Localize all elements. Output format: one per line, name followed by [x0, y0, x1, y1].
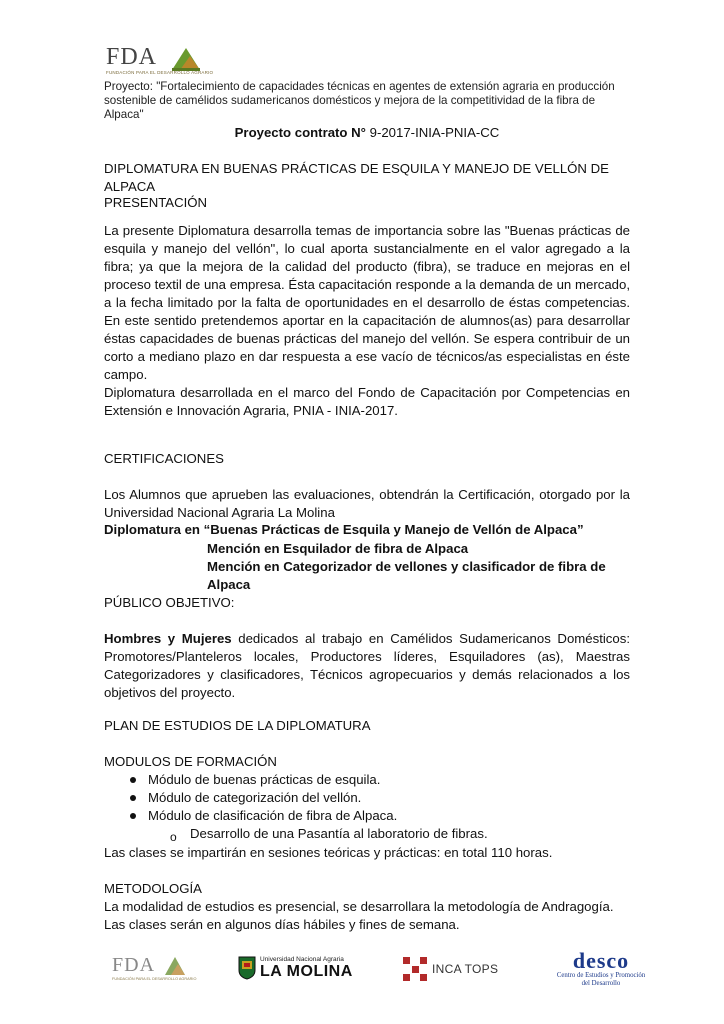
publico-bold-lead: Hombres y Mujeres [104, 631, 232, 646]
footer-fda-logo [112, 954, 197, 986]
contract-label: Proyecto contrato N° [234, 125, 366, 140]
document-title: DIPLOMATURA EN BUENAS PRÁCTICAS DE ESQUILA Y MANEJO DE VELLÓN DE ALPACA [104, 161, 609, 194]
list-item-text: Módulo de buenas prácticas de esquila. [148, 772, 381, 787]
metodologia-heading: METODOLOGÍA [104, 881, 202, 896]
fda-leaf-icon [170, 46, 202, 72]
desco-subtitle-1: Centro de Estudios y Promoción [556, 972, 646, 979]
bullet-icon [130, 795, 136, 801]
publico-heading: PÚBLICO OBJETIVO: [104, 595, 235, 610]
molina-shield-icon [238, 956, 256, 980]
list-item-text: Módulo de categorización del vellón. [148, 790, 362, 805]
list-item [104, 807, 630, 825]
project-header-text: Proyecto: "Fortalecimiento de capacidades técnicas en agentes de extensión agraria en producción sostenible de camélidos sudamericanos domésticos y mejora de la competitividad de la fibra de Alpaca" [104, 80, 615, 121]
presentacion-heading: PRESENTACIÓN [104, 195, 208, 210]
footer-fda-tagline: FUNDACIÓN PARA EL DESARROLLO AGRARIO [112, 977, 197, 981]
list-item-text: Módulo de clasificación de fibra de Alpaca. [148, 808, 398, 823]
clases-text: Las clases se impartirán en sesiones teóricas y prácticas: en total 110 horas. [104, 845, 553, 860]
circle-bullet-icon: o [170, 830, 177, 844]
contract-line [104, 124, 630, 142]
publico-paragraph [104, 630, 630, 702]
footer-inca-tops-logo [402, 954, 512, 984]
footer-desco-logo [556, 950, 646, 990]
bullet-icon [130, 813, 136, 819]
metodologia-line-1: La modalidad de estudios es presencial, se desarrollara la metodología de Andragogía. [104, 899, 614, 914]
presentacion-paragraph-1: La presente Diplomatura desarrolla temas de importancia sobre las "Buenas prácticas de esquila y manejo del vellón", lo cual aporta sustancialmente en el valor agregado a la fibra; ya que la mejora de la calidad del producto (fibra), se traduce en mejoras en el proceso textil de una empresa. Ésta capacitación responde a la demanda de un mercado, a la fecha limitado por la falta de oportunidades en el desarrollo de éstas competencias. En este sentido pretendemos aportar en la capacitación de alumnos(as) para desarrollar éstas capacidades de buenas prácticas del manejo del vellón. Se espera contribuir de un corto a mediano plazo en dar respuesta a ese vacío de técnicos/as especialistas en éste campo. [104, 223, 630, 382]
certificacion-diploma: Diplomatura en “Buenas Prácticas de Esquila y Manejo de Vellón de Alpaca” [104, 522, 584, 537]
desco-name: desco [572, 948, 630, 973]
plan-heading: PLAN DE ESTUDIOS DE LA DIPLOMATURA [104, 718, 371, 733]
modulos-heading: MODULOS DE FORMACIÓN [104, 754, 277, 769]
fda-logo-tagline: FUNDACIÓN PARA EL DESARROLLO AGRARIO [106, 70, 214, 75]
sub-list-item [104, 825, 630, 843]
metodologia-line-2: Las clases serán en algunos días hábiles y fines de semana. [104, 917, 460, 932]
certificacion-mencion-1: Mención en Esquilador de fibra de Alpaca [207, 541, 469, 556]
molina-small-text: Universidad Nacional Agraria [260, 956, 344, 963]
presentacion-paragraph-2: Diplomatura desarrollada en el marco del Fondo de Capacitación por Competencias en Extensión e Innovación Agraria, PNIA - INIA-2017. [104, 385, 630, 418]
modulos-list [104, 771, 630, 843]
certificaciones-heading: CERTIFICACIONES [104, 451, 224, 466]
inca-tops-text: INCA TOPS [432, 962, 499, 976]
certificacion-mencion-2: Mención en Categorizador de vellones y clasificador de fibra de Alpaca [207, 559, 606, 592]
footer-fda-text: FDA [112, 954, 156, 976]
certificaciones-paragraph: Los Alumnos que aprueben las evaluaciones, obtendrán la Certificación, otorgado por la Universidad Nacional Agraria La Molina [104, 487, 630, 520]
footer-logos [0, 950, 724, 990]
desco-subtitle-2: del Desarrollo [581, 980, 621, 987]
bullet-icon [130, 777, 136, 783]
molina-name [260, 956, 380, 981]
fda-logo [106, 44, 214, 80]
sub-list-item-text: Desarrollo de una Pasantía al laboratorio de fibras. [190, 826, 488, 841]
inca-tops-diamond-icon [402, 956, 428, 982]
fda-logo-text: FDA [106, 44, 158, 70]
molina-big-text: LA MOLINA [260, 963, 353, 980]
footer-molina-logo [238, 956, 360, 986]
list-item [104, 771, 630, 789]
contract-number: 9-2017-INIA-PNIA-CC [365, 125, 500, 140]
list-item [104, 789, 630, 807]
footer-fda-leaf-icon [164, 956, 186, 976]
publico-text: dedicados al trabajo en Camélidos Sudamericanos Domésticos: Promotores/Planteleros locales, Productores líderes, Esquiladores (as), Maestras Categorizadores y clasificadores, Técnicos agropecuarios y demás relacionados a los objetivos del proyecto. [104, 631, 630, 700]
